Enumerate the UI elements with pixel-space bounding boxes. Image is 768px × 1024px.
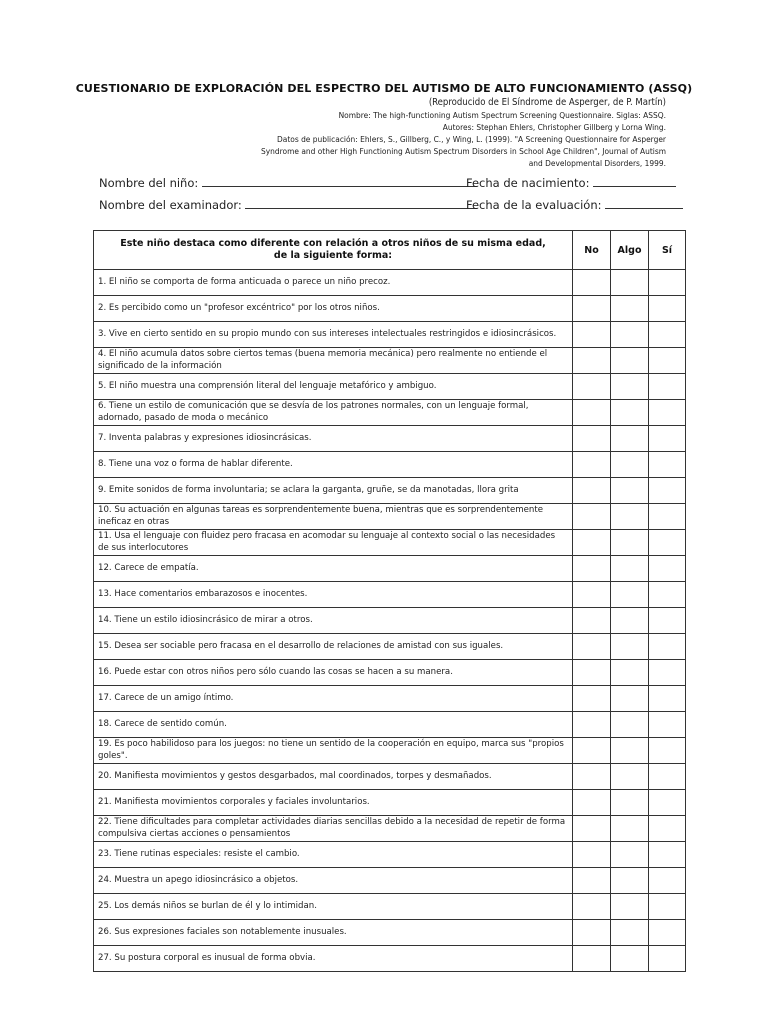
- table-row: [94, 270, 686, 296]
- answer-si-cell[interactable]: [649, 790, 686, 816]
- statement-header-line-1: Este niño destaca como diferente con relación a otros niños de su misma edad,: [120, 238, 546, 249]
- answer-si-cell[interactable]: [649, 504, 686, 530]
- table-row: [94, 946, 686, 972]
- item-text: 2. Es percibido como un "profesor excéntrico" por los otros niños.: [94, 296, 573, 322]
- answer-algo-cell[interactable]: [611, 868, 649, 894]
- answer-si-cell[interactable]: [649, 348, 686, 374]
- answer-si-cell[interactable]: [649, 946, 686, 972]
- item-text: 1. El niño se comporta de forma anticuada o parece un niño precoz.: [94, 270, 573, 296]
- item-text: 17. Carece de un amigo íntimo.: [94, 686, 573, 712]
- answer-no-cell[interactable]: [573, 634, 611, 660]
- answer-no-cell[interactable]: [573, 556, 611, 582]
- table-row: [94, 868, 686, 894]
- examiner-name-blank[interactable]: [245, 198, 477, 209]
- answer-algo-cell[interactable]: [611, 296, 649, 322]
- answer-no-cell[interactable]: [573, 374, 611, 400]
- table-row: [94, 504, 686, 530]
- answer-no-cell[interactable]: [573, 452, 611, 478]
- answer-si-cell[interactable]: [649, 452, 686, 478]
- answer-algo-cell[interactable]: [611, 530, 649, 556]
- authors: Autores: Stephan Ehlers, Christopher Gillberg y Lorna Wing.: [442, 122, 666, 132]
- item-text: 26. Sus expresiones faciales son notablemente inusuales.: [94, 920, 573, 946]
- item-text: 3. Vive en cierto sentido en su propio mundo con sus intereses intelectuales restringidos e idiosincrásicos.: [94, 322, 573, 348]
- table-row: [94, 452, 686, 478]
- answer-si-cell[interactable]: [649, 582, 686, 608]
- birth-date-field[interactable]: [466, 176, 676, 190]
- answer-no-cell[interactable]: [573, 842, 611, 868]
- publication-line-3: and Developmental Disorders, 1999.: [528, 158, 666, 168]
- col-no-header: No: [573, 231, 611, 270]
- item-text: 8. Tiene una voz o forma de hablar diferente.: [94, 452, 573, 478]
- answer-algo-cell[interactable]: [611, 322, 649, 348]
- questionnaire-name: Nombre: The high-functioning Autism Spectrum Screening Questionnaire. Siglas: ASSQ.: [338, 110, 666, 120]
- answer-algo-cell[interactable]: [611, 738, 649, 764]
- answer-si-cell[interactable]: [649, 920, 686, 946]
- item-text: 12. Carece de empatía.: [94, 556, 573, 582]
- eval-date-label: Fecha de la evaluación:: [466, 198, 602, 212]
- answer-no-cell[interactable]: [573, 400, 611, 426]
- answer-algo-cell[interactable]: [611, 270, 649, 296]
- answer-algo-cell[interactable]: [611, 790, 649, 816]
- answer-no-cell[interactable]: [573, 738, 611, 764]
- item-text: 21. Manifiesta movimientos corporales y faciales involuntarios.: [94, 790, 573, 816]
- table-row: [94, 686, 686, 712]
- answer-no-cell[interactable]: [573, 764, 611, 790]
- answer-si-cell[interactable]: [649, 712, 686, 738]
- table-row: [94, 660, 686, 686]
- item-text: 5. El niño muestra una comprensión literal del lenguaje metafórico y ambiguo.: [94, 374, 573, 400]
- table-row: [94, 738, 686, 764]
- table-row: [94, 530, 686, 556]
- table-header-row: [94, 231, 686, 270]
- answer-si-cell[interactable]: [649, 894, 686, 920]
- birth-date-blank[interactable]: [593, 176, 676, 187]
- answer-no-cell[interactable]: [573, 322, 611, 348]
- answer-algo-cell[interactable]: [611, 946, 649, 972]
- answer-no-cell[interactable]: [573, 608, 611, 634]
- answer-si-cell[interactable]: [649, 478, 686, 504]
- item-text: 6. Tiene un estilo de comunicación que se desvía de los patrones normales, con un lenguaje formal, adornado, pasado de moda o mecánico: [94, 400, 573, 426]
- answer-no-cell[interactable]: [573, 296, 611, 322]
- table-row: [94, 582, 686, 608]
- answer-si-cell[interactable]: [649, 842, 686, 868]
- item-text: 10. Su actuación en algunas tareas es sorprendentemente buena, mientras que es sorprendentemente ineficaz en otras: [94, 504, 573, 530]
- answer-si-cell[interactable]: [649, 686, 686, 712]
- page-title: CUESTIONARIO DE EXPLORACIÓN DEL ESPECTRO DEL AUTISMO DE ALTO FUNCIONAMIENTO (ASSQ): [75, 82, 693, 95]
- questionnaire-table: [93, 230, 686, 972]
- table-row: [94, 426, 686, 452]
- table-row: [94, 634, 686, 660]
- answer-si-cell[interactable]: [649, 530, 686, 556]
- item-text: 9. Emite sonidos de forma involuntaria; se aclara la garganta, gruñe, se da manotadas, llora grita: [94, 478, 573, 504]
- answer-si-cell[interactable]: [649, 556, 686, 582]
- statement-header: [94, 231, 573, 270]
- table-row: [94, 764, 686, 790]
- answer-si-cell[interactable]: [649, 738, 686, 764]
- answer-algo-cell[interactable]: [611, 582, 649, 608]
- statement-header-line-2: de la siguiente forma:: [273, 250, 393, 261]
- answer-algo-cell[interactable]: [611, 920, 649, 946]
- item-text: 23. Tiene rutinas especiales: resiste el cambio.: [94, 842, 573, 868]
- answer-algo-cell[interactable]: [611, 504, 649, 530]
- item-text: 27. Su postura corporal es inusual de forma obvia.: [94, 946, 573, 972]
- item-text: 14. Tiene un estilo idiosincrásico de mirar a otros.: [94, 608, 573, 634]
- birth-date-label: Fecha de nacimiento:: [466, 176, 590, 190]
- answer-algo-cell[interactable]: [611, 374, 649, 400]
- publication-info: [261, 97, 666, 169]
- table-row: [94, 556, 686, 582]
- table-row: [94, 712, 686, 738]
- answer-si-cell[interactable]: [649, 270, 686, 296]
- child-name-label: Nombre del niño:: [99, 176, 199, 190]
- answer-algo-cell[interactable]: [611, 842, 649, 868]
- reproduced-note: (Reproducido de El Síndrome de Asperger, de P. Martín): [428, 97, 666, 108]
- answer-si-cell[interactable]: [649, 608, 686, 634]
- child-name-field[interactable]: [99, 176, 477, 190]
- child-name-blank[interactable]: [202, 176, 477, 187]
- table-row: [94, 816, 686, 842]
- col-si-header: Sí: [649, 231, 686, 270]
- answer-no-cell[interactable]: [573, 348, 611, 374]
- eval-date-blank[interactable]: [605, 198, 683, 209]
- table-row: [94, 478, 686, 504]
- item-text: 19. Es poco habilidoso para los juegos: no tiene un sentido de la cooperación en equipo, marca sus "propios goles".: [94, 738, 573, 764]
- answer-algo-cell[interactable]: [611, 816, 649, 842]
- examiner-name-field[interactable]: [99, 198, 477, 212]
- answer-si-cell[interactable]: [649, 400, 686, 426]
- answer-algo-cell[interactable]: [611, 426, 649, 452]
- answer-no-cell[interactable]: [573, 920, 611, 946]
- answer-no-cell[interactable]: [573, 270, 611, 296]
- table-row: [94, 322, 686, 348]
- answer-no-cell[interactable]: [573, 790, 611, 816]
- answer-algo-cell[interactable]: [611, 478, 649, 504]
- answer-si-cell[interactable]: [649, 816, 686, 842]
- answer-algo-cell[interactable]: [611, 712, 649, 738]
- publication-line-1: Datos de publicación: Ehlers, S., Gillberg, C., y Wing, L. (1999). "A Screening Questionnaire for Asperger: [277, 134, 666, 144]
- table-row: [94, 348, 686, 374]
- answer-no-cell[interactable]: [573, 660, 611, 686]
- answer-no-cell[interactable]: [573, 478, 611, 504]
- answer-no-cell[interactable]: [573, 504, 611, 530]
- item-text: 4. El niño acumula datos sobre ciertos temas (buena memoria mecánica) pero realmente no entiende el significado de la información: [94, 348, 573, 374]
- answer-algo-cell[interactable]: [611, 452, 649, 478]
- answer-no-cell[interactable]: [573, 426, 611, 452]
- answer-no-cell[interactable]: [573, 582, 611, 608]
- answer-algo-cell[interactable]: [611, 608, 649, 634]
- answer-si-cell[interactable]: [649, 426, 686, 452]
- answer-algo-cell[interactable]: [611, 660, 649, 686]
- answer-no-cell[interactable]: [573, 946, 611, 972]
- item-text: 15. Desea ser sociable pero fracasa en el desarrollo de relaciones de amistad con sus iguales.: [94, 634, 573, 660]
- item-text: 24. Muestra un apego idiosincrásico a objetos.: [94, 868, 573, 894]
- answer-no-cell[interactable]: [573, 816, 611, 842]
- answer-algo-cell[interactable]: [611, 634, 649, 660]
- item-text: 11. Usa el lenguaje con fluidez pero fracasa en acomodar su lenguaje al contexto social o las necesidades de sus interlocutores: [94, 530, 573, 556]
- table-row: [94, 842, 686, 868]
- answer-algo-cell[interactable]: [611, 764, 649, 790]
- answer-no-cell[interactable]: [573, 894, 611, 920]
- table-row: [94, 400, 686, 426]
- table-row: [94, 608, 686, 634]
- col-algo-header: Algo: [611, 231, 649, 270]
- answer-si-cell[interactable]: [649, 296, 686, 322]
- examiner-name-label: Nombre del examinador:: [99, 198, 242, 212]
- answer-si-cell[interactable]: [649, 660, 686, 686]
- answer-algo-cell[interactable]: [611, 348, 649, 374]
- answer-si-cell[interactable]: [649, 868, 686, 894]
- table-row: [94, 790, 686, 816]
- answer-si-cell[interactable]: [649, 374, 686, 400]
- item-text: 7. Inventa palabras y expresiones idiosincrásicas.: [94, 426, 573, 452]
- answer-algo-cell[interactable]: [611, 686, 649, 712]
- answer-no-cell[interactable]: [573, 868, 611, 894]
- eval-date-field[interactable]: [466, 198, 683, 212]
- item-text: 18. Carece de sentido común.: [94, 712, 573, 738]
- answer-si-cell[interactable]: [649, 634, 686, 660]
- answer-no-cell[interactable]: [573, 530, 611, 556]
- answer-algo-cell[interactable]: [611, 556, 649, 582]
- item-text: 13. Hace comentarios embarazosos e inocentes.: [94, 582, 573, 608]
- answer-si-cell[interactable]: [649, 764, 686, 790]
- table-row: [94, 296, 686, 322]
- table-row: [94, 894, 686, 920]
- answer-no-cell[interactable]: [573, 686, 611, 712]
- item-text: 16. Puede estar con otros niños pero sólo cuando las cosas se hacen a su manera.: [94, 660, 573, 686]
- table-row: [94, 374, 686, 400]
- answer-si-cell[interactable]: [649, 322, 686, 348]
- publication-line-2: Syndrome and other High Functioning Autism Spectrum Disorders in School Age Children", Journal of Autism: [261, 146, 666, 156]
- answer-algo-cell[interactable]: [611, 894, 649, 920]
- item-text: 22. Tiene dificultades para completar actividades diarias sencillas debido a la necesidad de repetir de forma compulsiva ciertas acciones o pensamientos: [94, 816, 573, 842]
- table-row: [94, 920, 686, 946]
- item-text: 25. Los demás niños se burlan de él y lo intimidan.: [94, 894, 573, 920]
- item-text: 20. Manifiesta movimientos y gestos desgarbados, mal coordinados, torpes y desmañados.: [94, 764, 573, 790]
- answer-algo-cell[interactable]: [611, 400, 649, 426]
- answer-no-cell[interactable]: [573, 712, 611, 738]
